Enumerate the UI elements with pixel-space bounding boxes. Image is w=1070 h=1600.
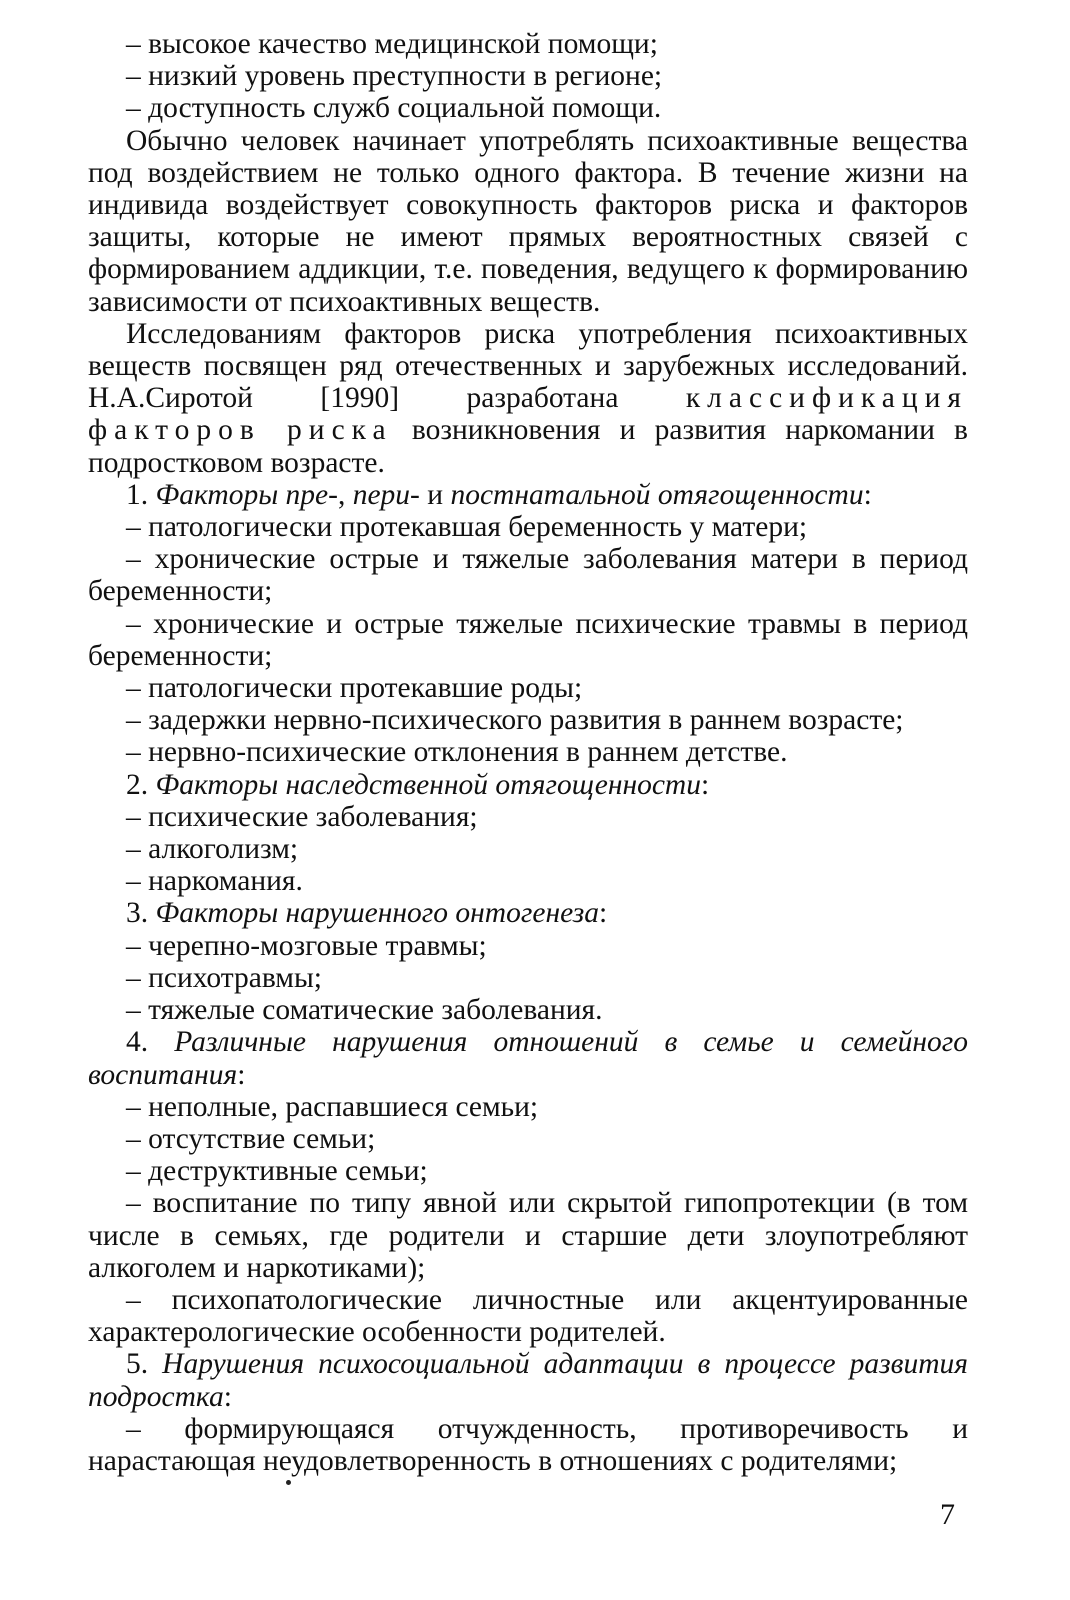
heading-number: 3.: [126, 897, 156, 930]
list-item: – высокое качество медицинской помощи;: [126, 28, 658, 60]
list-item: – неполные, распавшиеся семьи;: [126, 1090, 539, 1123]
list-item: – патологически протекавшие роды;: [126, 672, 583, 705]
page-body: [88, 28, 968, 1477]
list-item: – тяжелые соматические заболевания.: [126, 994, 603, 1027]
list-item: – патологически протекавшая беременность у матери;: [126, 511, 808, 544]
heading-text: :: [599, 897, 608, 930]
list-item: – хронические острые и тяжелые заболевания матери в период беременности;: [88, 543, 968, 608]
heading-number: 4.: [126, 1026, 175, 1059]
heading-text: :: [863, 478, 872, 511]
paragraph-text: Исследованиям факторов риска употребления психоактивных веществ посвящен ряд отечественных и зарубежных исследований. Н.А.Сиротой [1990] разработана: [88, 317, 968, 415]
list-item: – отсутствие семьи;: [126, 1122, 376, 1155]
list-item: – психические заболевания;: [126, 800, 478, 833]
list-item: – задержки нервно-психического развития в раннем возрасте;: [126, 704, 904, 737]
section-heading: [88, 1348, 968, 1412]
list-item: – нервно-психические отклонения в раннем детстве.: [126, 736, 788, 769]
heading-text: Факторы наследственной отягощенности: [155, 768, 701, 801]
list-item: – формирующаяся отчужденность, противоречивость и нарастающая неудовлетворенность в отношениях с родителями;: [88, 1412, 968, 1477]
spaced-term: классификация факторов риска: [88, 382, 968, 447]
list-item: – доступность служб социальной помощи.: [126, 92, 662, 125]
heading-text: Факторы пре-: [155, 478, 338, 511]
heading-text: Различные нарушения отношений в семье и семейного воспитания: [88, 1026, 969, 1091]
list-item: – черепно-мозговые травмы;: [126, 929, 487, 962]
heading-text: пери-: [352, 478, 420, 511]
list-item: – воспитание по типу явной или скрытой гипопротекции (в том числе в семьях, где родители и старшие дети злоупотребляют алкоголем и наркотиками);: [88, 1187, 968, 1284]
list-item: – хронические и острые тяжелые психические травмы в период беременности;: [88, 607, 968, 672]
print-speck: [286, 1480, 291, 1485]
list-item: – алкоголизм;: [126, 833, 299, 866]
section-heading: [88, 769, 968, 801]
heading-text: :: [701, 768, 710, 801]
heading-number: 1.: [126, 478, 156, 511]
heading-text: постнатальной отягощенности: [450, 478, 864, 511]
heading-text: Нарушения психосоциальной адаптации в процессе развития подростка: [88, 1348, 969, 1413]
section-heading: [88, 479, 968, 511]
list-item: – низкий уровень преступности в регионе;: [126, 60, 663, 93]
paragraph: [88, 318, 968, 479]
heading-number: 2.: [126, 768, 156, 801]
paragraph: Обычно человек начинает употреблять психоактивные вещества под воздействием не только одного фактора. В течение жизни на индивида воздействует совокупность факторов риска и факторов защиты, которые не имеют прямых вероятностных связей с формированием аддикции, т.е. поведения, ведущего к формированию зависимости от психоактивных веществ.: [88, 124, 968, 318]
heading-text: и: [419, 478, 451, 511]
heading-text: Факторы нарушенного онтогенеза: [155, 897, 600, 930]
heading-text: :: [237, 1058, 246, 1091]
heading-number: 5.: [126, 1348, 163, 1381]
section-heading: [88, 1026, 968, 1090]
list-item: – деструктивные семьи;: [126, 1155, 428, 1188]
list-item: – психотравмы;: [126, 961, 322, 994]
paragraph-text: возникновения и развития наркомании в подростковом возрасте.: [88, 414, 968, 479]
heading-text: ,: [337, 478, 353, 511]
page-number: 7: [940, 1498, 955, 1531]
heading-text: :: [223, 1380, 232, 1413]
list-item: – наркомания.: [126, 865, 303, 898]
list-item: – психопатологические личностные или акцентуированные характерологические особенности родителей.: [88, 1283, 968, 1349]
section-heading: [88, 897, 968, 929]
